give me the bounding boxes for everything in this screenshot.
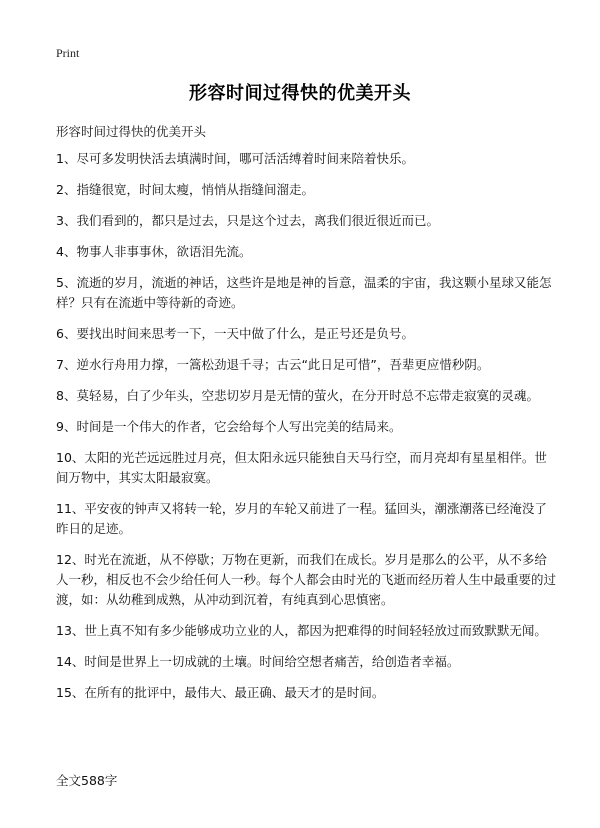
page-title: 形容时间过得快的优美开头 (189, 83, 411, 104)
item-list (56, 149, 556, 714)
list-item: 10、太阳的光芒远远胜过月亮，但太阳永远只能独自天马行空，而月亮却有星星相伴。世间万物中，其实太阳最寂寞。 (56, 450, 547, 485)
list-item: 12、时光在流逝，从不停歇；万物在更新，而我们在成长。岁月是那么的公平，从不多给人一秒，相反也不会少给任何人一秒。每个人都会由时光的飞逝而经历着人生中最重要的过渡，如：从幼稚到成熟，从冲动到沉着，有纯真到心思慎密。 (56, 552, 557, 607)
print-label: Print (56, 46, 80, 60)
word-count: 全文588字 (56, 773, 118, 788)
list-item: 3、我们看到的，都只是过去，只是这个过去，离我们很近很近而已。 (56, 213, 439, 228)
list-item: 14、时间是世界上一切成就的土壤。时间给空想者痛苦，给创造者幸福。 (56, 654, 460, 669)
list-item: 11、平安夜的钟声又将转一轮，岁月的车轮又前进了一程。猛回头，潮涨潮落已经淹没了昨日的足迹。 (56, 501, 547, 536)
list-item: 5、流逝的岁月，流逝的神话，这些许是地是神的旨意，温柔的宇宙，我这颗小星球又能怎样？只有在流逝中等待新的奇迹。 (56, 275, 552, 310)
list-item: 6、要找出时间来思考一下，一天中做了什么，是正号还是负号。 (56, 326, 414, 341)
list-item: 2、指缝很宽，时间太瘦，悄悄从指缝间溜走。 (56, 182, 314, 197)
list-item: 15、在所有的批评中，最伟大、最正确、最天才的是时间。 (56, 685, 385, 700)
list-item: 4、物事人非事事休，欲语泪先流。 (56, 244, 252, 259)
list-item: 13、世上真不知有多少能够成功立业的人，都因为把难得的时间轻轻放过而致默默无闻。 (56, 623, 547, 638)
list-item: 8、莫轻易，白了少年头，空悲切岁月是无情的萤火，在分开时总不忘带走寂寞的灵魂。 (56, 388, 539, 403)
list-item: 1、尽可多发明快活去填满时间，哪可活活缚着时间来陪着快乐。 (56, 151, 414, 166)
list-item: 9、时间是一个伟大的作者，它会给每个人写出完美的结局来。 (56, 419, 402, 434)
list-item: 7、逆水行舟用力撑，一篙松劲退千寻；古云“此日足可惜”，吾辈更应惜秒阴。 (56, 357, 490, 372)
page-subtitle: 形容时间过得快的优美开头 (56, 124, 207, 139)
